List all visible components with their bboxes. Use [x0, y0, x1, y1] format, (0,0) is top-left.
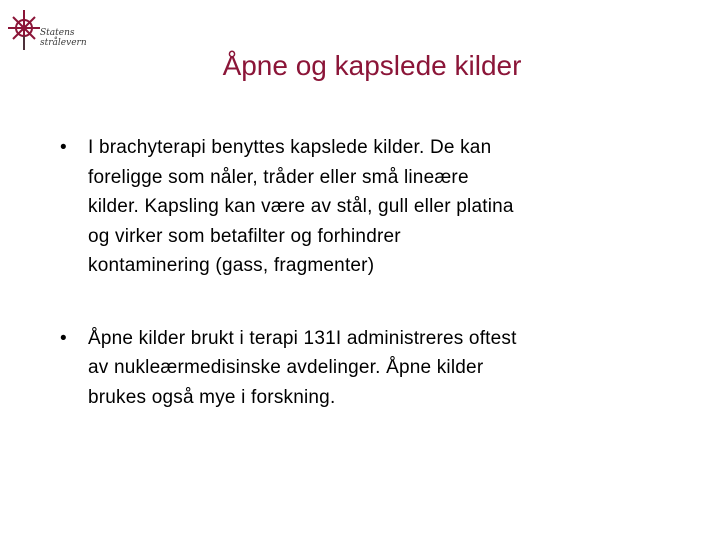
bullet-marker: •: [60, 137, 67, 158]
bullet-line: brukes også mye i forskning.: [88, 386, 336, 408]
bullet-line: I brachyterapi benyttes kapslede kilder. De kan: [88, 137, 492, 158]
bullet-line: foreligge som nåler, tråder eller små lineære: [88, 166, 469, 188]
bullet-item: [60, 324, 680, 413]
bullet-line: av nukleærmedisinske avdelinger. Åpne kilder: [88, 357, 484, 378]
bullet-line: Åpne kilder brukt i terapi 131I administreres oftest: [88, 327, 517, 349]
logo-line-2: strålevern: [40, 38, 87, 48]
sun-compass-icon: [8, 8, 42, 52]
bullet-line: og virker som betafilter og forhindrer: [88, 225, 401, 247]
bullet-item: [60, 133, 680, 281]
logo-wordmark: [40, 28, 87, 48]
bullet-list: [60, 133, 680, 412]
bullet-line: kontaminering (gass, fragmenter): [88, 255, 375, 276]
bullet-line: kilder. Kapsling kan være av stål, gull eller platina: [88, 196, 514, 217]
slide-title: Åpne og kapslede kilder: [222, 50, 522, 81]
bullet-marker: •: [60, 327, 67, 349]
logo-line-1: Statens: [40, 28, 75, 38]
